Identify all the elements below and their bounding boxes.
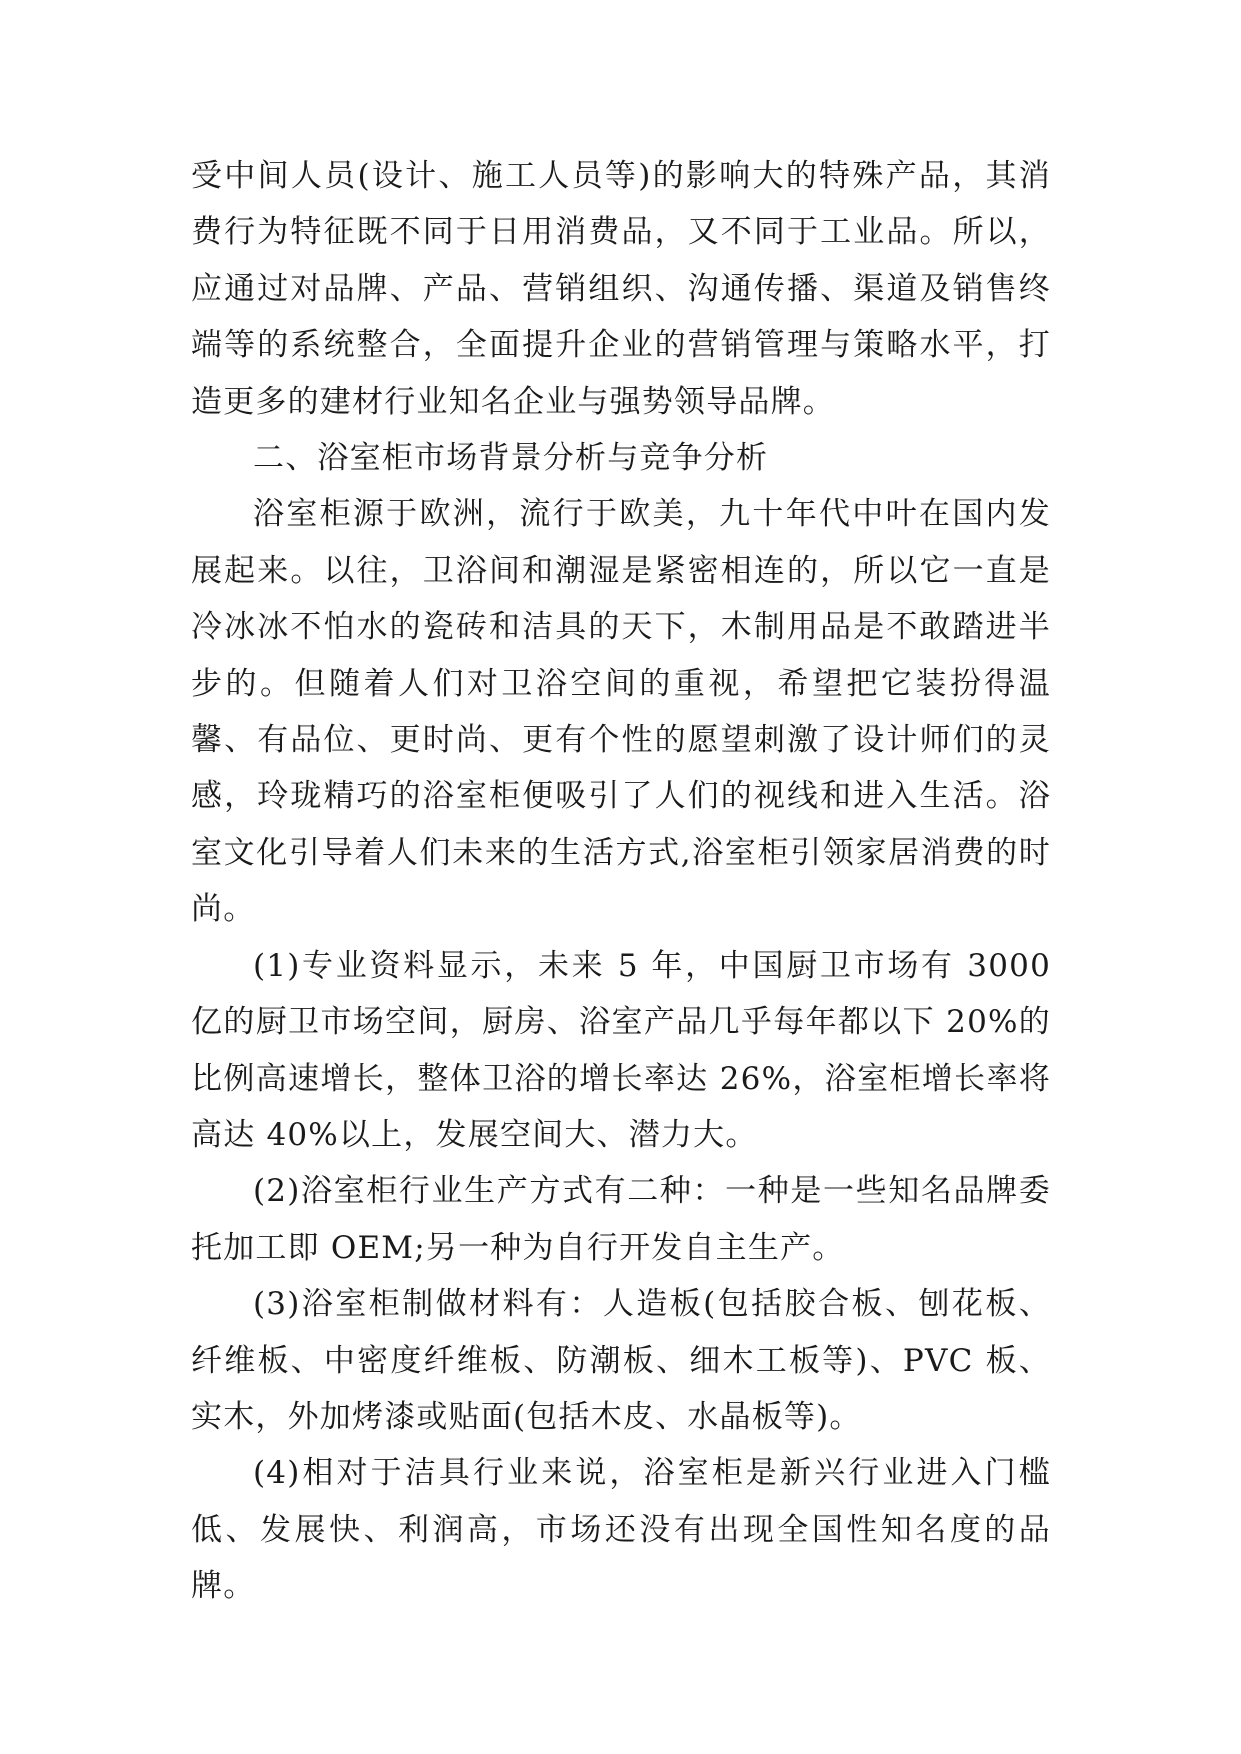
list-item-1: (1)专业资料显示，未来 5 年，中国厨卫市场有 3000 亿的厨卫市场空间，厨房、浴室产品几乎每年都以下 20%的比例高速增长，整体卫浴的增长率达 26%，浴室柜增长率将高达 40%以上，发展空间大、潜力大。: [191, 947, 1051, 1153]
paragraph-background: 浴室柜源于欧洲，流行于欧美，九十年代中叶在国内发展起来。以往，卫浴间和潮湿是紧密相连的，所以它一直是冷冰冰不怕水的瓷砖和洁具的天下，木制用品是不敢踏进半步的。但随着人们对卫浴空间的重视，希望把它装扮得温馨、有品位、更时尚、更有个性的愿望刺激了设计师们的灵感，玲珑精巧的浴室柜便吸引了人们的视线和进入生活。浴室文化引导着人们未来的生活方式,浴室柜引领家居消费的时尚。: [191, 496, 1051, 928]
paragraph-continuation: 受中间人员(设计、施工人员等)的影响大的特殊产品，其消费行为特征既不同于日用消费品，又不同于工业品。所以，应通过对品牌、产品、营销组织、沟通传播、渠道及销售终端等的系统整合，全面提升企业的营销管理与策略水平，打造更多的建材行业知名企业与强势领导品牌。: [191, 158, 1051, 420]
section-heading: 二、浴室柜市场背景分析与竞争分析: [253, 440, 769, 477]
list-item-4: (4)相对于洁具行业来说，浴室柜是新兴行业进入门槛低、发展快、利润高，市场还没有出现全国性知名度的品牌。: [191, 1455, 1051, 1605]
list-item-2: (2)浴室柜行业生产方式有二种：一种是一些知名品牌委托加工即 OEM;另一种为自行开发自主生产。: [191, 1173, 1051, 1266]
list-item-3: (3)浴室柜制做材料有：人造板(包括胶合板、刨花板、纤维板、中密度纤维板、防潮板、细木工板等)、PVC 板、实木，外加烤漆或贴面(包括木皮、水晶板等)。: [191, 1286, 1051, 1435]
document-body: [191, 148, 1051, 1615]
